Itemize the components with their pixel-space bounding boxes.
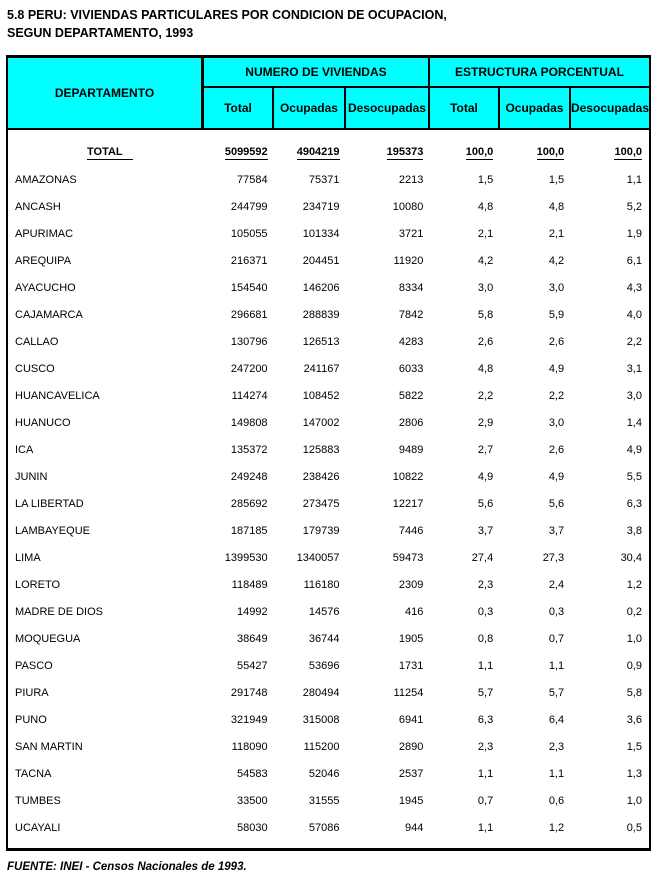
header-col-desocupadas-num: Desocupadas <box>346 88 430 128</box>
value-cell: 2806 <box>398 416 424 429</box>
department-cell: LA LIBERTAD <box>15 497 84 510</box>
value-cell: 9489 <box>398 443 424 456</box>
value-cell: 59473 <box>392 551 424 564</box>
value-cell: 4,2 <box>548 254 565 267</box>
value-cell: 1,1 <box>477 821 494 834</box>
department-cell: AYACUCHO <box>15 281 76 294</box>
value-cell: 4,9 <box>626 443 642 456</box>
value-cell: 2537 <box>398 767 424 780</box>
table-row <box>8 193 649 220</box>
value-cell: 2,3 <box>477 740 494 753</box>
value-cell: 125883 <box>302 443 340 456</box>
total-pct-total: 100,0 <box>465 145 494 158</box>
value-cell: 4,8 <box>477 200 494 213</box>
value-cell: 249248 <box>230 470 268 483</box>
header-col-ocupadas-pct: Ocupadas <box>500 88 571 128</box>
value-cell: 6,1 <box>626 254 642 267</box>
value-cell: 1,1 <box>548 659 565 672</box>
table-row <box>8 517 649 544</box>
table-row <box>8 787 649 814</box>
value-cell: 5,5 <box>626 470 642 483</box>
value-cell: 2,3 <box>477 578 494 591</box>
value-cell: 5,2 <box>626 200 642 213</box>
value-cell: 4,9 <box>548 362 565 375</box>
value-cell: 11254 <box>393 686 424 699</box>
header-group-estructura-porcentual: ESTRUCTURA PORCENTUAL <box>455 65 624 79</box>
value-cell: 1,5 <box>548 173 565 186</box>
department-cell: AREQUIPA <box>15 254 72 267</box>
value-cell: 1,0 <box>626 794 642 807</box>
department-cell: CUSCO <box>15 362 55 375</box>
value-cell: 238426 <box>302 470 340 483</box>
value-cell: 1,2 <box>626 578 642 591</box>
value-cell: 105055 <box>230 227 268 240</box>
value-cell: 187185 <box>230 524 268 537</box>
value-cell: 416 <box>404 605 424 618</box>
value-cell: 33500 <box>236 794 268 807</box>
value-cell: 154540 <box>230 281 268 294</box>
value-cell: 1945 <box>398 794 424 807</box>
value-cell: 2,7 <box>477 443 494 456</box>
value-cell: 4,8 <box>548 200 565 213</box>
value-cell: 4283 <box>398 335 424 348</box>
value-cell: 3,6 <box>626 713 642 726</box>
total-row-label-cell <box>8 146 205 160</box>
value-cell: 0,2 <box>626 605 642 618</box>
value-cell: 291748 <box>230 686 268 699</box>
header-group-row <box>204 58 649 88</box>
value-cell: 2,9 <box>477 416 494 429</box>
header-col-total-num: Total <box>204 88 274 128</box>
table-row <box>8 544 649 571</box>
department-cell: JUNIN <box>15 470 48 483</box>
table-row <box>8 463 649 490</box>
table-row <box>8 652 649 679</box>
total-value-cell <box>500 146 571 160</box>
table-row <box>8 409 649 436</box>
table-body <box>8 130 649 848</box>
value-cell: 6033 <box>398 362 424 375</box>
value-cell: 130796 <box>230 335 268 348</box>
department-cell: MADRE DE DIOS <box>15 605 104 618</box>
value-cell: 52046 <box>308 767 340 780</box>
value-cell: 944 <box>404 821 424 834</box>
value-cell: 36744 <box>308 632 340 645</box>
value-cell: 241167 <box>303 362 340 375</box>
value-cell: 0,3 <box>477 605 494 618</box>
department-cell: LIMA <box>15 551 41 564</box>
department-cell: HUANCAVELICA <box>15 389 100 402</box>
value-cell: 2,2 <box>477 389 494 402</box>
value-cell: 3721 <box>398 227 424 240</box>
value-cell: 3,0 <box>477 281 494 294</box>
value-cell: 2309 <box>398 578 424 591</box>
viviendas-table <box>6 55 651 851</box>
value-cell: 3,8 <box>626 524 642 537</box>
value-cell: 2,4 <box>548 578 565 591</box>
value-cell: 1,3 <box>626 767 642 780</box>
value-cell: 118090 <box>231 740 268 753</box>
value-cell: 2213 <box>398 173 424 186</box>
value-cell: 2,6 <box>548 335 565 348</box>
value-cell: 2,3 <box>548 740 565 753</box>
total-value-cell <box>347 146 431 160</box>
value-cell: 288839 <box>302 308 340 321</box>
table-row <box>8 679 649 706</box>
value-cell: 3,0 <box>626 389 642 402</box>
value-cell: 4,2 <box>477 254 494 267</box>
department-cell: PUNO <box>15 713 47 726</box>
value-cell: 273475 <box>302 497 340 510</box>
value-cell: 216371 <box>230 254 268 267</box>
department-cell: PASCO <box>15 659 53 672</box>
table-row <box>8 625 649 652</box>
footer-source: FUENTE: INEI - Censos Nacionales de 1993. <box>7 861 247 873</box>
value-cell: 14576 <box>308 605 340 618</box>
value-cell: 57086 <box>308 821 340 834</box>
value-cell: 149808 <box>230 416 268 429</box>
value-cell: 4,9 <box>477 470 494 483</box>
value-cell: 6,3 <box>477 713 494 726</box>
value-cell: 101334 <box>302 227 340 240</box>
total-value-cell <box>430 146 500 160</box>
table-row <box>8 301 649 328</box>
value-cell: 11920 <box>393 254 424 267</box>
value-cell: 315008 <box>302 713 340 726</box>
department-cell: CAJAMARCA <box>15 308 83 321</box>
department-cell: MOQUEGUA <box>15 632 81 645</box>
value-cell: 146206 <box>302 281 340 294</box>
table-row <box>8 247 649 274</box>
value-cell: 280494 <box>302 686 340 699</box>
value-cell: 10822 <box>392 470 424 483</box>
value-cell: 6,3 <box>626 497 642 510</box>
value-cell: 53696 <box>308 659 340 672</box>
value-cell: 1,1 <box>477 767 494 780</box>
value-cell: 321949 <box>230 713 268 726</box>
header-right-section <box>204 58 649 128</box>
total-viviendas-ocupadas: 4904219 <box>296 145 340 158</box>
table-row <box>8 328 649 355</box>
table-row <box>8 436 649 463</box>
value-cell: 10080 <box>392 200 424 213</box>
value-cell: 204451 <box>302 254 340 267</box>
value-cell: 0,9 <box>626 659 642 672</box>
value-cell: 2890 <box>398 740 424 753</box>
table-row <box>8 571 649 598</box>
value-cell: 5,6 <box>548 497 565 510</box>
value-cell: 4,9 <box>548 470 565 483</box>
value-cell: 1,9 <box>626 227 642 240</box>
value-cell: 30,4 <box>620 551 642 564</box>
value-cell: 1340057 <box>296 551 340 564</box>
value-cell: 5822 <box>398 389 424 402</box>
value-cell: 6,4 <box>548 713 565 726</box>
value-cell: 7842 <box>398 308 424 321</box>
value-cell: 6941 <box>398 713 424 726</box>
table-header <box>8 58 649 130</box>
value-cell: 5,9 <box>548 308 565 321</box>
value-cell: 8334 <box>398 281 424 294</box>
total-value-cell <box>275 146 347 160</box>
table-row <box>8 382 649 409</box>
value-cell: 0,7 <box>548 632 565 645</box>
value-cell: 31555 <box>308 794 340 807</box>
value-cell: 3,1 <box>626 362 642 375</box>
value-cell: 234719 <box>302 200 340 213</box>
department-cell: ICA <box>15 443 34 456</box>
value-cell: 27,3 <box>542 551 565 564</box>
value-cell: 55427 <box>236 659 268 672</box>
value-cell: 1399530 <box>224 551 268 564</box>
table-row <box>8 814 649 841</box>
value-cell: 1,5 <box>477 173 494 186</box>
value-cell: 77584 <box>236 173 268 186</box>
value-cell: 1905 <box>398 632 424 645</box>
value-cell: 5,8 <box>477 308 494 321</box>
value-cell: 1731 <box>398 659 424 672</box>
table-row <box>8 220 649 247</box>
value-cell: 3,7 <box>548 524 565 537</box>
value-cell: 296681 <box>230 308 268 321</box>
total-row <box>8 139 649 166</box>
value-cell: 2,6 <box>548 443 565 456</box>
value-cell: 285692 <box>230 497 268 510</box>
value-cell: 5,6 <box>477 497 494 510</box>
total-value-cell <box>205 146 275 160</box>
page-title-line2: SEGUN DEPARTAMENTO, 1993 <box>7 26 194 40</box>
value-cell: 1,0 <box>626 632 642 645</box>
page-title <box>7 6 654 42</box>
department-cell: PIURA <box>15 686 49 699</box>
department-cell: SAN MARTIN <box>15 740 83 753</box>
value-cell: 0,3 <box>548 605 565 618</box>
department-cell: AMAZONAS <box>15 173 77 186</box>
department-cell: LORETO <box>15 578 61 591</box>
value-cell: 147002 <box>302 416 340 429</box>
value-cell: 14992 <box>236 605 268 618</box>
value-cell: 244799 <box>230 200 268 213</box>
value-cell: 4,0 <box>626 308 642 321</box>
value-cell: 114274 <box>231 389 268 402</box>
department-cell: CALLAO <box>15 335 59 348</box>
value-cell: 115200 <box>303 740 340 753</box>
department-cell: TUMBES <box>15 794 61 807</box>
total-row-label: TOTAL <box>87 146 133 160</box>
value-cell: 0,7 <box>477 794 494 807</box>
value-cell: 54583 <box>236 767 268 780</box>
value-cell: 0,8 <box>477 632 494 645</box>
table-row <box>8 760 649 787</box>
value-cell: 1,1 <box>477 659 494 672</box>
table-row <box>8 598 649 625</box>
table-row <box>8 706 649 733</box>
value-cell: 1,1 <box>626 173 642 186</box>
value-cell: 1,5 <box>626 740 642 753</box>
header-departamento-label: DEPARTAMENTO <box>54 86 155 100</box>
table-row <box>8 733 649 760</box>
value-cell: 126513 <box>302 335 340 348</box>
department-cell: LAMBAYEQUE <box>15 524 90 537</box>
value-cell: 2,1 <box>477 227 494 240</box>
value-cell: 116180 <box>303 578 340 591</box>
value-cell: 118489 <box>231 578 268 591</box>
value-cell: 179739 <box>302 524 340 537</box>
value-cell: 2,6 <box>477 335 494 348</box>
value-cell: 75371 <box>308 173 340 186</box>
total-pct-ocupadas: 100,0 <box>536 145 565 158</box>
value-cell: 5,7 <box>548 686 565 699</box>
table-row <box>8 490 649 517</box>
value-cell: 135372 <box>230 443 268 456</box>
header-col-total-pct: Total <box>430 88 500 128</box>
value-cell: 3,7 <box>477 524 494 537</box>
total-pct-desocupadas: 100,0 <box>614 145 642 158</box>
table-row <box>8 274 649 301</box>
value-cell: 58030 <box>236 821 268 834</box>
department-cell: TACNA <box>15 767 52 780</box>
total-viviendas-desocupadas: 195373 <box>386 145 424 158</box>
header-group-numero-viviendas: NUMERO DE VIVIENDAS <box>204 58 430 86</box>
header-departamento <box>8 58 204 128</box>
department-cell: UCAYALI <box>15 821 61 834</box>
value-cell: 27,4 <box>471 551 494 564</box>
value-cell: 2,2 <box>626 335 642 348</box>
value-cell: 247200 <box>230 362 268 375</box>
value-cell: 0,6 <box>548 794 565 807</box>
value-cell: 5,8 <box>626 686 642 699</box>
value-cell: 12217 <box>392 497 424 510</box>
value-cell: 5,7 <box>477 686 494 699</box>
value-cell: 1,1 <box>548 767 565 780</box>
value-cell: 3,0 <box>548 281 565 294</box>
value-cell: 1,4 <box>626 416 642 429</box>
page-title-line1: 5.8 PERU: VIVIENDAS PARTICULARES POR CONDICION DE OCUPACION, <box>7 8 447 22</box>
value-cell: 38649 <box>236 632 268 645</box>
value-cell: 4,3 <box>626 281 642 294</box>
value-cell: 108452 <box>302 389 340 402</box>
header-col-ocupadas-num: Ocupadas <box>274 88 346 128</box>
header-col-desocupadas-pct: Desocupadas <box>570 101 649 115</box>
value-cell: 2,1 <box>548 227 565 240</box>
header-subcolumns-row <box>204 88 649 128</box>
value-cell: 3,0 <box>548 416 565 429</box>
total-value-cell <box>571 146 649 160</box>
value-cell: 1,2 <box>548 821 565 834</box>
department-cell: APURIMAC <box>15 227 74 240</box>
value-cell: 0,5 <box>626 821 642 834</box>
value-cell: 7446 <box>398 524 424 537</box>
table-row <box>8 166 649 193</box>
department-cell: HUANUCO <box>15 416 71 429</box>
value-cell: 2,2 <box>548 389 565 402</box>
department-cell: ANCASH <box>15 200 61 213</box>
table-row <box>8 355 649 382</box>
value-cell: 4,8 <box>477 362 494 375</box>
total-viviendas-total: 5099592 <box>224 145 268 158</box>
